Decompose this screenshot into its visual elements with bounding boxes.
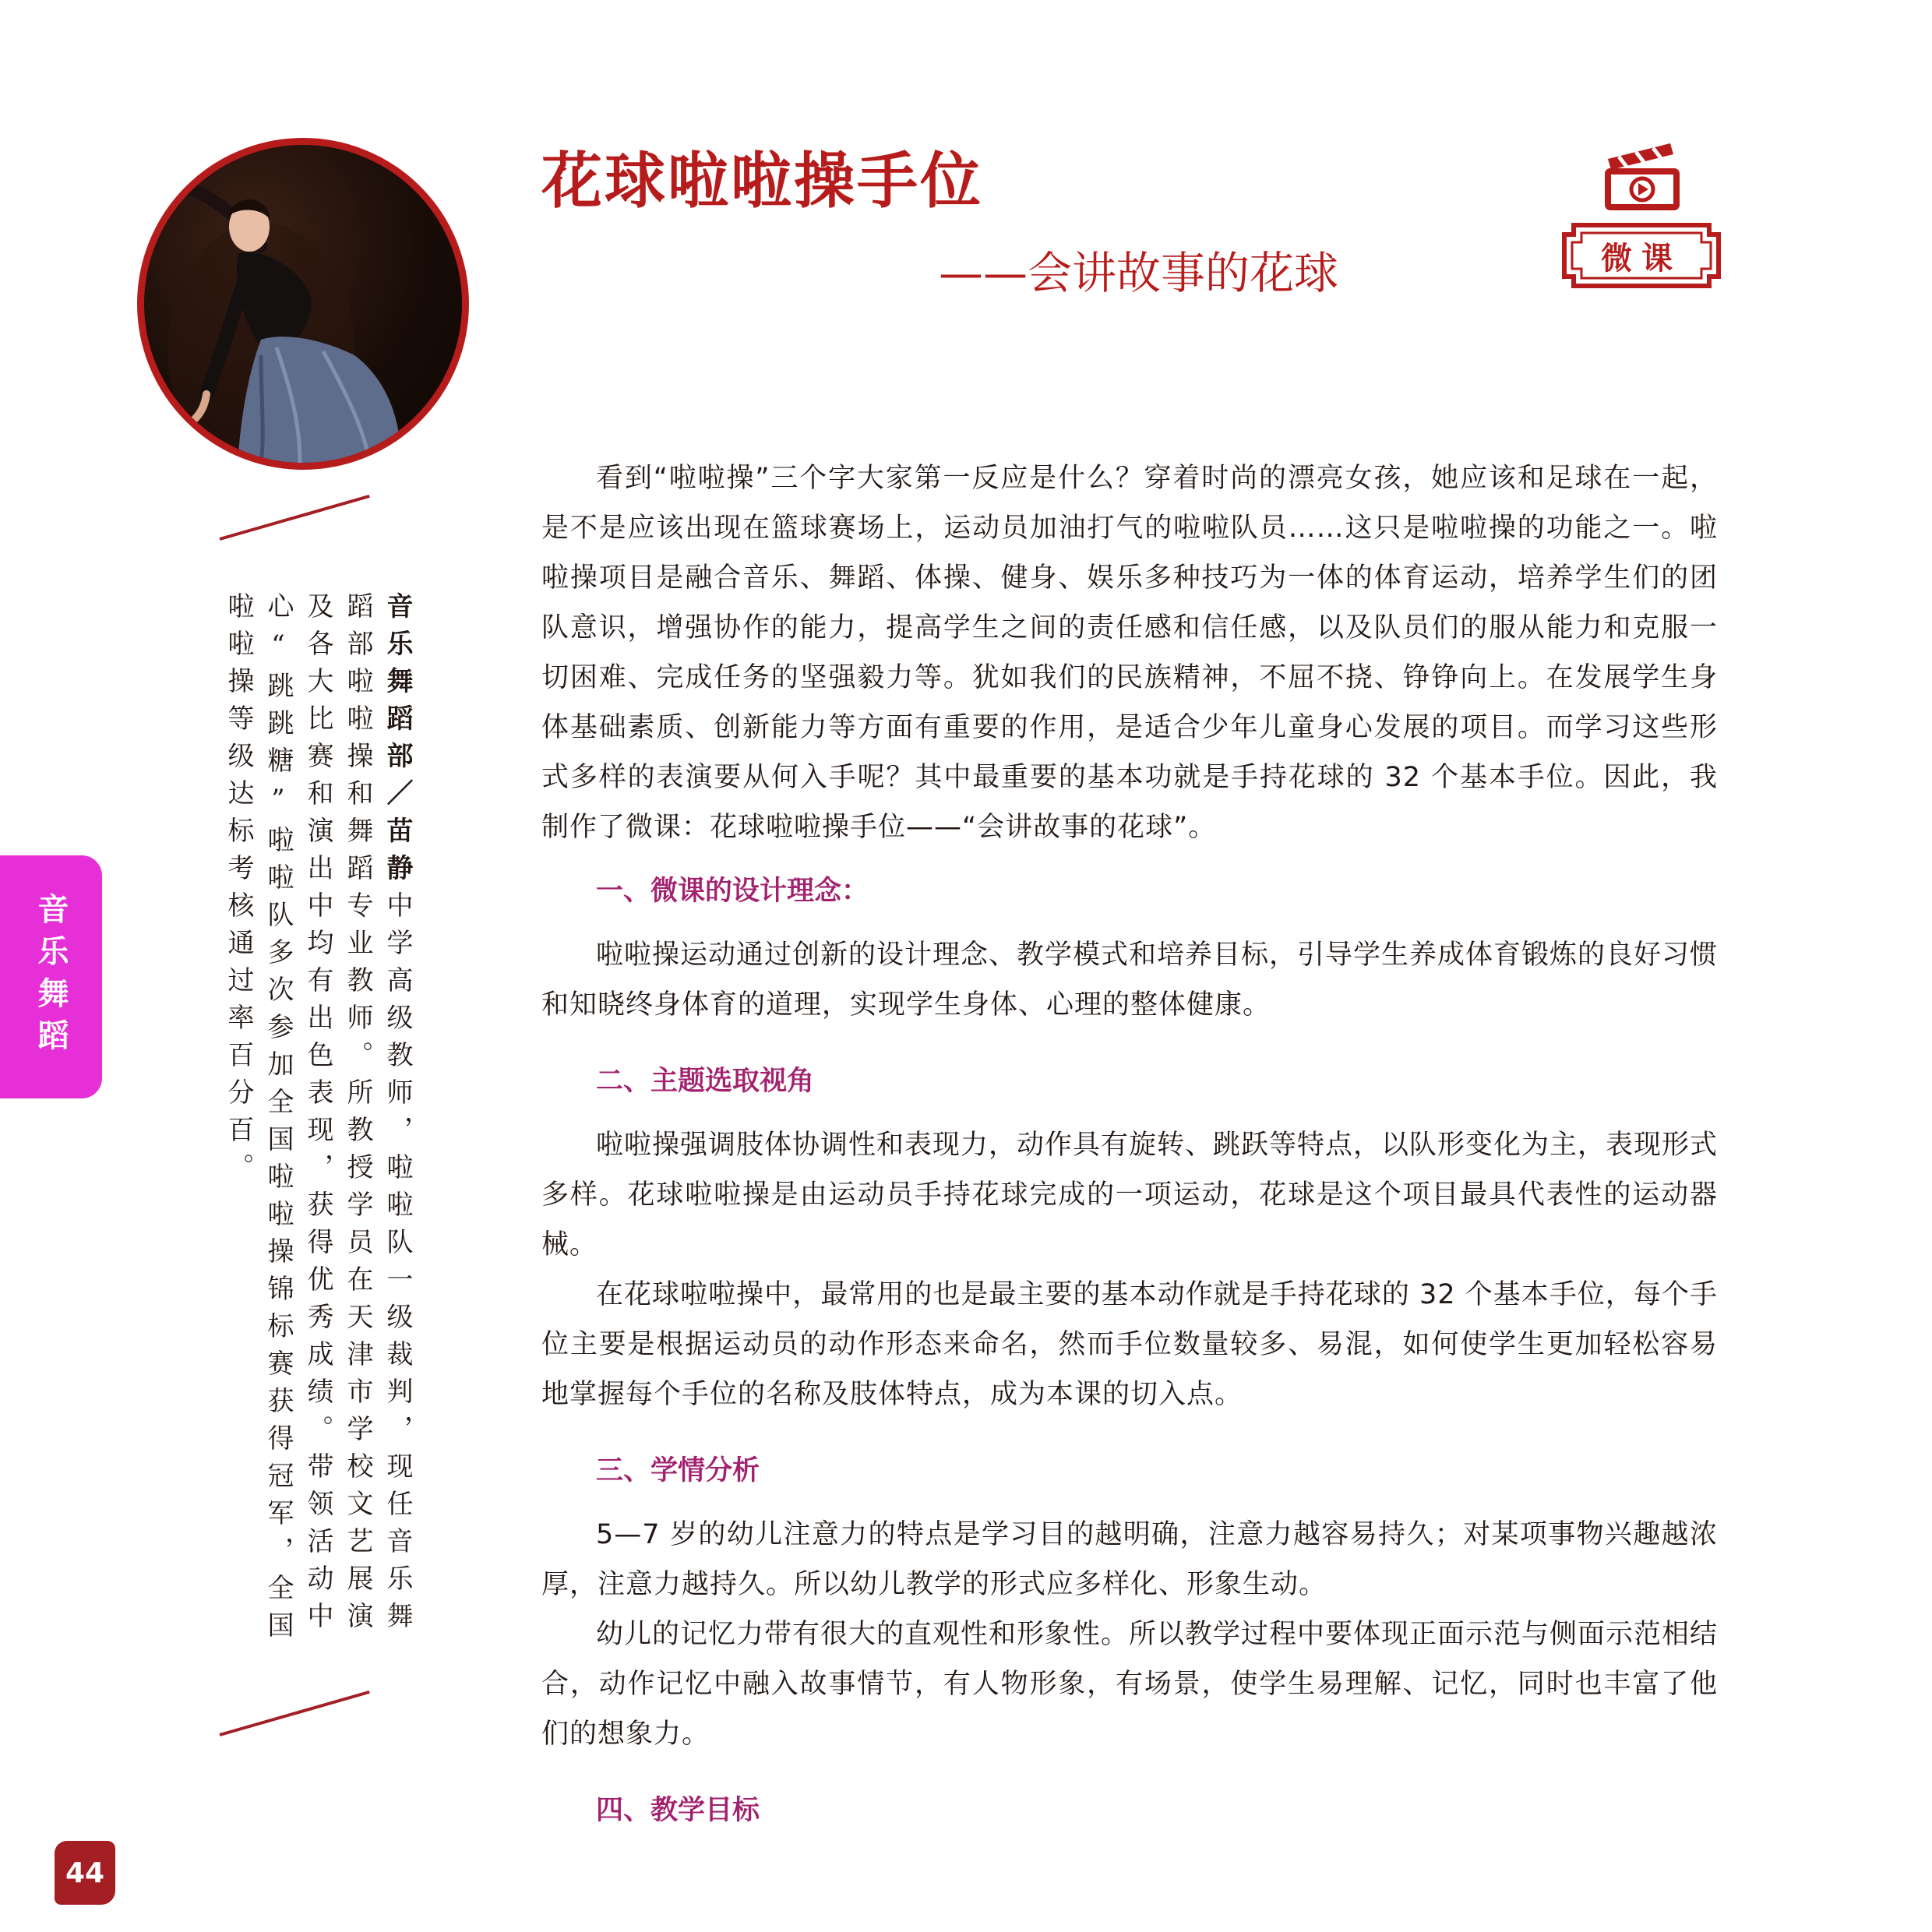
page-number: 44 bbox=[55, 1841, 115, 1905]
author-name: 音乐舞蹈部／苗静 bbox=[382, 592, 413, 891]
author-bio-vertical bbox=[199, 592, 417, 1652]
section-3-paragraph-1: 5—7 岁的幼儿注意力的特点是学习目的越明确，注意力越容易持久；对某项事物兴趣越浓厚，注意力越持久。所以幼儿教学的形式应多样化、形象生动。 bbox=[541, 1519, 1718, 1600]
article-body bbox=[541, 453, 1718, 1835]
decorative-divider-top bbox=[219, 495, 369, 541]
page-subtitle: ——会讲故事的花球 bbox=[939, 248, 1338, 299]
section-tab-label: 音乐舞蹈 bbox=[33, 893, 69, 1061]
dancer-illustration bbox=[144, 145, 462, 463]
micro-lesson-badge-label: 微课 bbox=[1601, 240, 1682, 277]
section-heading-1: 一、微课的设计理念： bbox=[596, 876, 869, 907]
section-1-paragraph: 啦啦操运动通过创新的设计理念、教学模式和培养目标，引导学生养成体育锻炼的良好习惯和知晓终身体育的道理，实现学生身体、心理的整体健康。 bbox=[541, 940, 1719, 1021]
section-tab-music-dance[interactable] bbox=[0, 855, 102, 1098]
page-title: 花球啦啦操手位 bbox=[541, 146, 984, 217]
section-3-paragraph-2: 幼儿的记忆力带有很大的直观性和形象性。所以教学过程中要体现正面示范与侧面示范相结合，动作记忆中融入故事情节，有人物形象，有场景，使学生易理解、记忆，同时也丰富了他们的想象力。 bbox=[541, 1619, 1719, 1750]
video-clapperboard-icon bbox=[1603, 139, 1681, 210]
section-heading-4: 四、教学目标 bbox=[596, 1795, 760, 1826]
section-heading-3: 三、学情分析 bbox=[596, 1455, 760, 1486]
author-bio-text: 中学高级教师，啦啦队一级裁判，现任音乐舞蹈部啦啦操和舞蹈专业教师。所教授学员在天津市学校文艺展演及各大比赛和演出中均有出色表现，获得优秀成绩。带领活动中心“跳跳糖”啦啦队多次参加全国啦啦操锦标赛获得冠军，全国啦啦操等级达标考核通过率百分百。 bbox=[223, 592, 413, 1648]
section-heading-2: 二、主题选取视角 bbox=[596, 1066, 815, 1097]
section-2-paragraph-2: 在花球啦啦操中，最常用的也是最主要的基本动作就是手持花球的 32 个基本手位，每个手位主要是根据运动员的动作形态来命名，然而手位数量较多、易混，如何使学生更加轻松容易地掌握每个手位的名称及肢体特点，成为本课的切入点。 bbox=[541, 1279, 1718, 1410]
intro-paragraph: 看到“啦啦操”三个字大家第一反应是什么？穿着时尚的漂亮女孩，她应该和足球在一起，是不是应该出现在篮球赛场上，运动员加油打气的啦啦队员……这只是啦啦操的功能之一。啦啦操项目是融合音乐、舞蹈、体操、健身、娱乐多种技巧为一体的体育运动，培养学生们的团队意识，增强协作的能力，提高学生之间的责任感和信任感，以及队员们的服从能力和克服一切困难、完成任务的坚强毅力等。犹如我们的民族精神，不屈不挠、铮铮向上。在发展学生身体基础素质、创新能力等方面有重要的作用，是适合少年儿童身心发展的项目。而学习这些形式多样的表演要从何入手呢？其中最重要的基本功就是手持花球的 32 个基本手位。因此，我制作了微课：花球啦啦操手位——“会讲故事的花球”。 bbox=[541, 463, 1718, 843]
author-portrait bbox=[137, 138, 469, 470]
section-2-paragraph-1: 啦啦操强调肢体协调性和表现力，动作具有旋转、跳跃等特点，以队形变化为主，表现形式多样。花球啦啦操是由运动员手持花球完成的一项运动，花球是这个项目最具代表性的运动器械。 bbox=[541, 1130, 1719, 1260]
decorative-divider-bottom bbox=[219, 1690, 369, 1736]
